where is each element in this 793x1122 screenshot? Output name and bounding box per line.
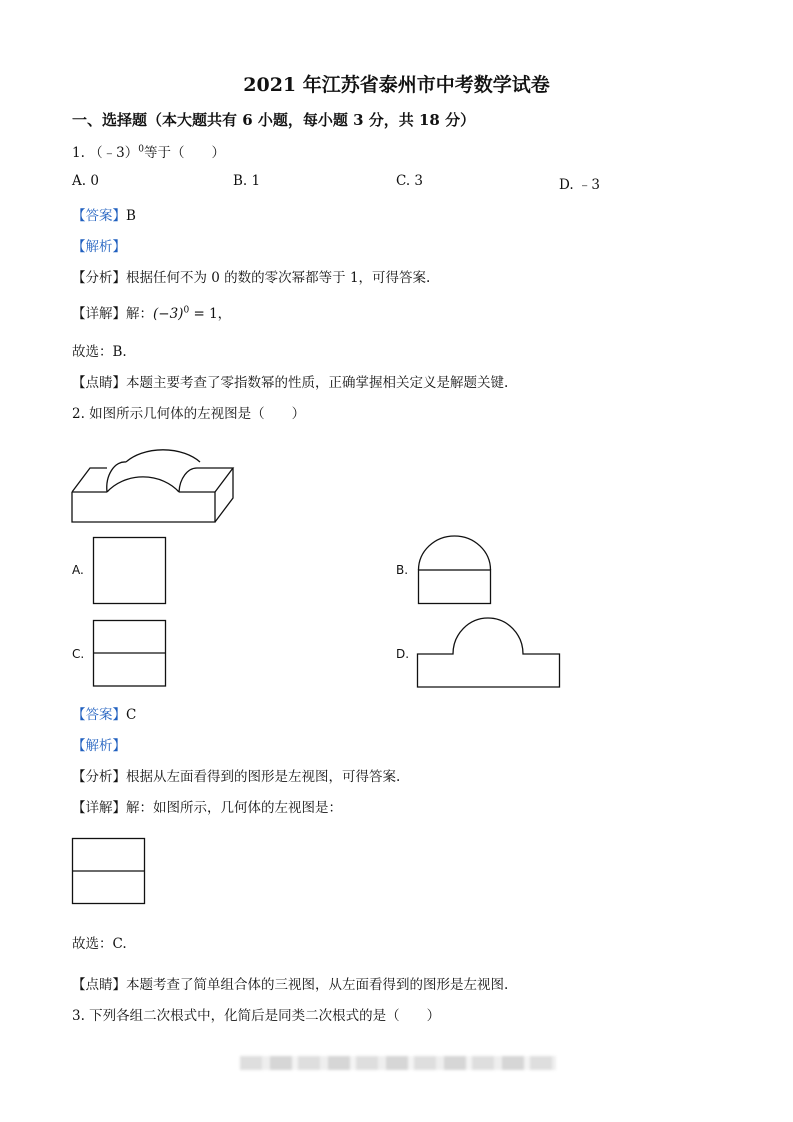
q1-answer-tag: 【答案】 xyxy=(72,208,126,224)
q2-answer xyxy=(72,703,136,723)
q1-fenxi: 【分析】根据任何不为 0 的数的零次幂都等于 1，可得答案. xyxy=(72,270,431,286)
solid-right-side xyxy=(215,468,233,522)
q1-xiangjie xyxy=(72,302,231,322)
q1-choice: 故选：B. xyxy=(72,344,127,360)
q1-xiangjie-prefix: 【详解】解： xyxy=(72,306,153,322)
q1-option-c: C. 3 xyxy=(396,173,424,189)
q1-math-base: (−3) xyxy=(153,306,184,322)
q2-fenxi: 【分析】根据从左面看得到的图形是左视图，可得答案. xyxy=(72,769,401,785)
q2-answer-value: C xyxy=(126,707,137,723)
q2-option-a-label: A. xyxy=(72,563,84,577)
q2-xiangjie: 【详解】解：如图所示，几何体的左视图是： xyxy=(72,800,342,816)
solid-top-right xyxy=(197,468,233,492)
q2-answer-tag: 【答案】 xyxy=(72,707,126,723)
q3-stem: 3. 下列各组二次根式中，化简后是同类二次根式的是（ ） xyxy=(72,1008,441,1024)
q2-option-c-label: C. xyxy=(72,647,85,661)
q1-answer-value: B xyxy=(126,208,136,224)
solid-arch-side xyxy=(179,468,197,492)
q2-stem: 2. 如图所示几何体的左视图是（ ） xyxy=(72,406,306,422)
q2-dianjing: 【点睛】本题考查了简单组合体的三视图，从左面看得到的图形是左视图. xyxy=(72,977,509,993)
solid-front-arch xyxy=(107,477,179,492)
q2-option-d-figure xyxy=(417,618,561,688)
q1-option-d: D. ﹣3 xyxy=(559,177,601,193)
q2-option-d-label: D. xyxy=(396,647,410,661)
q2-option-b-figure xyxy=(418,536,491,606)
q1-stem-exponent: 0 xyxy=(138,144,144,155)
q2-analysis-tag: 【解析】 xyxy=(72,738,126,754)
q2-choice: 故选：C. xyxy=(72,936,127,952)
q1-stem-suffix: 等于（ ） xyxy=(144,145,225,161)
q2-solid-figure xyxy=(70,428,236,526)
solid-top-face xyxy=(72,468,107,492)
q2-option-a-figure xyxy=(93,537,166,605)
q2-option-c-figure xyxy=(93,620,166,687)
solid-arch-side-left xyxy=(107,462,126,492)
q1-dianjing: 【点睛】本题主要考查了零指数幂的性质，正确掌握相关定义是解题关键. xyxy=(72,375,509,391)
q1-option-b: B. 1 xyxy=(233,173,261,189)
q1-stem-prefix: 1. （﹣3） xyxy=(72,145,139,161)
q2-option-b-label: B. xyxy=(396,563,409,577)
q1-option-a: A. 0 xyxy=(72,173,99,189)
section-heading: 一、选择题（本大题共有 6 小题，每小题 3 分，共 18 分） xyxy=(72,111,476,129)
q1-math-exponent: 0 xyxy=(183,305,190,316)
footer-watermark xyxy=(240,1056,556,1070)
solid-back-arch xyxy=(126,450,200,462)
q2-solution-figure xyxy=(72,838,146,905)
q1-stem xyxy=(72,141,225,161)
page-title: 2021 年江苏省泰州市中考数学试卷 xyxy=(243,74,550,96)
q1-answer xyxy=(72,204,136,224)
q1-analysis-tag: 【解析】 xyxy=(72,239,126,255)
q1-math-rest: = 1， xyxy=(189,306,232,322)
solid-front-face xyxy=(72,492,215,522)
